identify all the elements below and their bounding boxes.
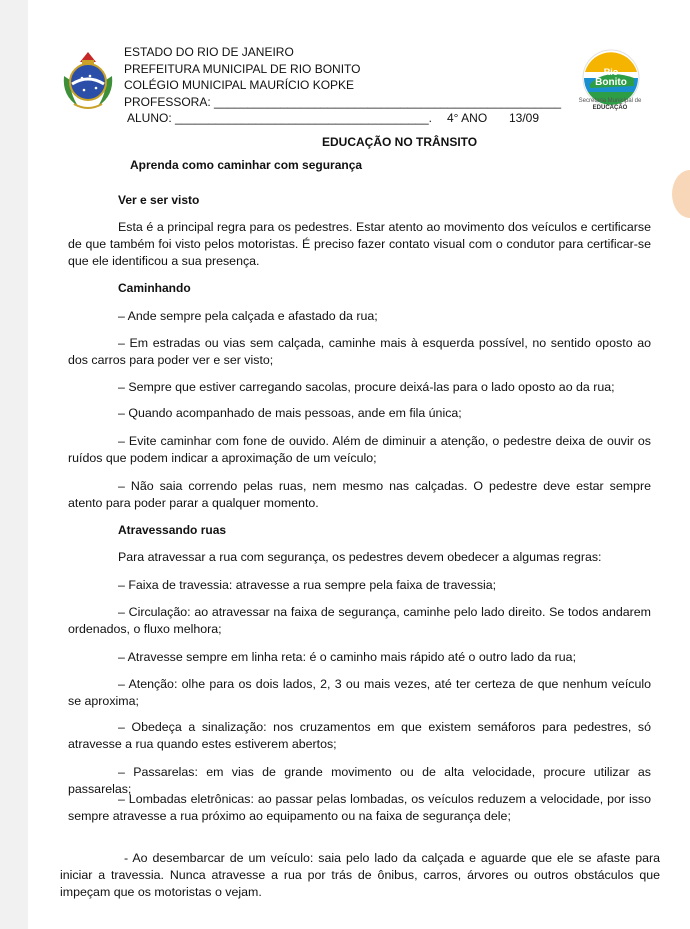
decorative-circle bbox=[672, 170, 690, 218]
list-item: – Em estradas ou vias sem calçada, caminhe mais à esquerda possível, no sentido oposto ao dos carros para poder ver e ser visto; bbox=[68, 336, 651, 367]
header-state: ESTADO DO RIO DE JANEIRO bbox=[124, 45, 294, 59]
header-colegio: COLÉGIO MUNICIPAL MAURÍCIO KOPKE bbox=[124, 78, 355, 92]
list-item: – Não saia correndo pelas ruas, nem mesmo nas calçadas. O pedestre deve estar sempre atento para poder parar a qualquer momento. bbox=[68, 479, 651, 510]
page-subtitle: Aprenda como caminhar com segurança bbox=[130, 158, 363, 172]
list-item: – Ande sempre pela calçada e afastado da rua; bbox=[118, 309, 378, 323]
list-item: – Quando acompanhado de mais pessoas, ande em fila única; bbox=[118, 406, 462, 420]
list-item: – Lombadas eletrônicas: ao passar pelas lombadas, os veículos reduzem a velocidade, por isso sempre atravesse a rua próximo ao equipamento ou na faixa de segurança dele; bbox=[68, 792, 651, 823]
logo-caption bbox=[568, 98, 652, 112]
list-item: – Obedeça a sinalização: nos cruzamentos em que existem semáforos para pedestres, só atravesse a rua quando estes estiverem abertos; bbox=[68, 720, 651, 751]
header-prefeitura: PREFEITURA MUNICIPAL DE RIO BONITO bbox=[124, 62, 361, 76]
header-data: 13/09 bbox=[509, 111, 540, 125]
logo-caption-line2: EDUCAÇÃO bbox=[592, 105, 628, 111]
list-item: – Atravesse sempre em linha reta: é o caminho mais rápido até o outro lado da rua; bbox=[118, 650, 577, 664]
header-aluno: ALUNO: ______________________________________. bbox=[127, 111, 432, 125]
list-item: – Atenção: olhe para os dois lados, 2, 3 ou mais vezes, até ter certeza de que nenhum veículo se aproxima; bbox=[68, 677, 651, 708]
section-heading-atravessando-ruas: Atravessando ruas bbox=[118, 523, 227, 537]
list-item: – Sempre que estiver carregando sacolas, procure deixá-las para o lado oposto ao da rua; bbox=[118, 380, 615, 394]
header-ano: 4° ANO bbox=[447, 111, 488, 125]
section-heading-caminhando: Caminhando bbox=[118, 281, 191, 295]
header-professora: PROFESSORA: ____________________________________________________ bbox=[124, 95, 562, 109]
list-item: – Passarelas: em vias de grande movimento ou de alta velocidade, procure utilizar as passarelas; bbox=[68, 765, 651, 796]
list-item: – Evite caminhar com fone de ouvido. Além de diminuir a atenção, o pedestre deixa de ouvir os ruídos que podem indicar a aproximação de um veículo; bbox=[68, 434, 651, 465]
paragraph: Esta é a principal regra para os pedestres. Estar atento ao movimento dos veículos e certificarse de que também foi visto pelos motoristas. É preciso fazer contato visual com o condutor para certificar-se que ele identificou a sua presença. bbox=[68, 220, 651, 268]
logo-text-top: Rio bbox=[603, 67, 619, 77]
section-heading-ver-e-ser-visto: Ver e ser visto bbox=[118, 193, 200, 207]
logo-text-bottom: Bonito bbox=[595, 77, 627, 88]
page-left-margin bbox=[0, 0, 28, 929]
list-item: – Faixa de travessia: atravesse a rua sempre pela faixa de travessia; bbox=[118, 578, 497, 592]
state-crest-icon bbox=[60, 46, 116, 112]
list-item: - Ao desembarcar de um veículo: saia pelo lado da calçada e aguarde que ele se afaste para iniciar a travessia. Nunca atravesse a rua por trás de ônibus, carros, árvores ou outros obstáculos que impeçam que os motoristas o vejam. bbox=[60, 851, 660, 899]
list-item: – Circulação: ao atravessar na faixa de segurança, caminhe pelo lado direito. Se todos andarem ordenados, o fluxo melhora; bbox=[68, 605, 651, 636]
paragraph: Para atravessar a rua com segurança, os pedestres devem obedecer a algumas regras: bbox=[118, 550, 602, 564]
logo-caption-line1: Secretaria Municipal de bbox=[578, 98, 642, 104]
page-title: EDUCAÇÃO NO TRÂNSITO bbox=[322, 135, 478, 149]
